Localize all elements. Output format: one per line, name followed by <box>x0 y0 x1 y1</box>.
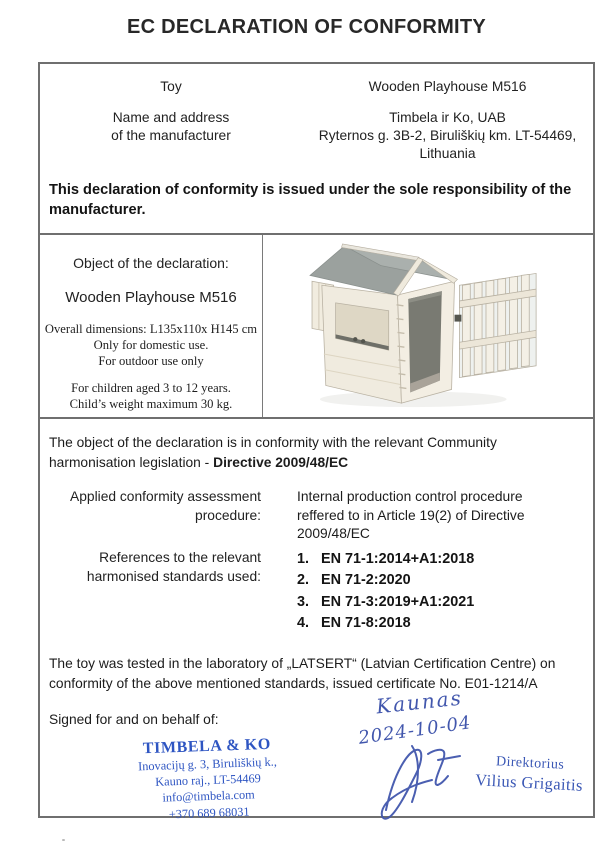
signature-block <box>40 685 593 857</box>
toy-value: Wooden Playhouse M516 <box>368 79 527 94</box>
standard-item <box>297 613 559 634</box>
section-conformity <box>40 419 593 822</box>
stamp-address-line1: Inovacijų g. 3, Biruliškių k., <box>137 754 277 774</box>
stamp-company-name: TIMBELA & KO <box>142 735 272 758</box>
object-weight-limit: Child’s weight maximum 30 kg. <box>69 397 233 412</box>
manufacturer-row <box>40 109 593 163</box>
manufacturer-address: Ryternos g. 3B-2, Biruliškių km. LT-54469, <box>318 127 577 143</box>
procedure-label <box>49 488 261 544</box>
standards-label <box>49 549 261 634</box>
standard-item <box>297 549 559 570</box>
standard-item <box>297 592 559 613</box>
playhouse-photo <box>307 240 549 412</box>
responsibility-statement: This declaration of conformity is issued under the sole responsibility of the manufacturer. <box>49 181 572 219</box>
object-outdoor-use: For outdoor use only <box>98 354 204 369</box>
standards-label-line1: References to the relevant <box>99 549 261 565</box>
handwritten-date: 2024-10-04 <box>357 712 473 749</box>
testing-statement: The toy was tested in the laboratory of „LATSERT“ (Latvian Certification Centre) on conformity of the above mentioned standards, issued certificate No. E01-1214/A <box>49 656 556 692</box>
stamp-email: info@timbela.com <box>162 787 255 806</box>
object-usage-notes <box>40 321 262 369</box>
object-text-cell <box>40 235 263 417</box>
object-product-name: Wooden Playhouse M516 <box>65 289 237 306</box>
manufacturer-label-line2: of the manufacturer <box>111 127 231 143</box>
object-dimensions: Overall dimensions: L135x110x H145 cm <box>44 322 258 336</box>
manufacturer-value <box>302 109 593 163</box>
section-identification <box>40 64 593 235</box>
director-name: Vilius Grigaitis <box>474 770 584 795</box>
stamp-phone: +370 689 68031 <box>168 804 250 822</box>
manufacturer-label <box>40 109 302 163</box>
standard-text: EN 71-2:2020 <box>321 572 411 589</box>
toy-row <box>40 78 593 96</box>
standard-number: 3. <box>297 593 310 610</box>
scan-artifact-dot <box>62 839 65 841</box>
toy-label: Toy <box>160 79 182 94</box>
object-heading: Object of the declaration: <box>73 255 229 271</box>
signed-for-label: Signed for and on behalf of: <box>49 712 219 728</box>
section-object-of-declaration <box>40 235 593 419</box>
declaration-table <box>38 62 595 822</box>
standard-text: EN 71-1:2014+A1:2018 <box>321 550 475 567</box>
object-age-notes <box>40 380 262 412</box>
standard-text: EN 71-8:2018 <box>321 614 411 631</box>
standards-label-line2: harmonised standards used: <box>86 568 261 584</box>
conformity-statement-text: The object of the declaration is in conformity with the relevant Community harmonisation legislation - <box>49 435 497 470</box>
object-domestic-use: Only for domestic use. <box>93 338 209 353</box>
procedure-and-standards-grid <box>40 488 593 634</box>
manufacturer-country: Lithuania <box>419 145 476 161</box>
company-stamp <box>97 734 320 825</box>
standard-item <box>297 570 559 591</box>
standard-number: 4. <box>297 614 310 631</box>
stamp-address-line2: Kauno raj., LT-54469 <box>154 771 262 790</box>
standards-list <box>297 549 559 634</box>
manufacturer-name: Timbela ir Ko, UAB <box>389 109 506 125</box>
directive-reference: Directive 2009/48/EC <box>213 455 349 470</box>
standard-text: EN 71-3:2019+A1:2021 <box>321 593 475 610</box>
handwritten-city: Kaunas <box>374 685 464 719</box>
page-title: EC DECLARATION OF CONFORMITY <box>126 16 487 38</box>
object-photo-cell <box>263 235 593 417</box>
manufacturer-label-line1: Name and address <box>112 109 230 125</box>
standard-number: 1. <box>297 550 310 567</box>
procedure-label-line1: Applied conformity assessment <box>70 489 261 504</box>
procedure-label-line2: procedure: <box>195 507 261 523</box>
procedure-value: Internal production control procedure reffered to in Article 19(2) of Directive 2009/48/EC <box>297 489 525 542</box>
conformity-statement <box>40 419 593 473</box>
object-age-range: For children aged 3 to 12 years. <box>71 381 231 396</box>
standard-number: 2. <box>297 572 310 589</box>
director-title: Direktorius <box>495 754 565 773</box>
